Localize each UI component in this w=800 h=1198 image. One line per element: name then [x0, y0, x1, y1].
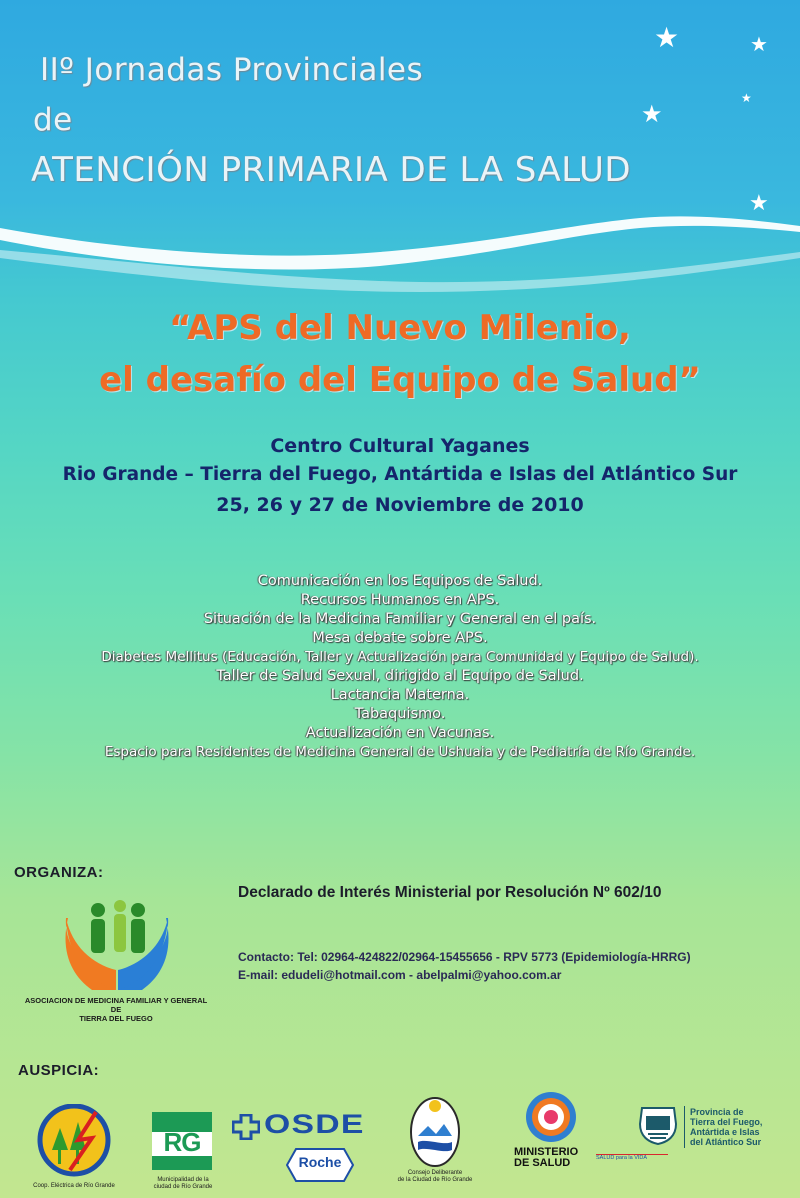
- municipalidad-caption-line1: Municipalidad de la: [157, 1177, 209, 1183]
- coop-electrica-logo: [30, 1104, 118, 1182]
- ministerio-name-line2: DE SALUD: [514, 1157, 571, 1169]
- topic-item: Situación de la Medicina Familiar y General en el país.: [203, 611, 597, 627]
- star-icon: ★: [654, 21, 680, 54]
- rg-logo-text: RG: [163, 1127, 201, 1157]
- topic-item: Recursos Humanos en APS.: [300, 592, 500, 608]
- topic-item: Taller de Salud Sexual, dirigido al Equipo de Salud.: [216, 668, 584, 684]
- slogan-line1: “APS del Nuevo Milenio,: [169, 308, 631, 348]
- event-dates: 25, 26 y 27 de Noviembre de 2010: [216, 494, 584, 516]
- star-icon: ★: [641, 100, 663, 128]
- star-icon: ★: [741, 91, 752, 105]
- asociacion-logo: [62, 898, 172, 992]
- province-name-line3: Antártida e Islas: [690, 1127, 760, 1137]
- concejo-caption: [370, 1170, 500, 1184]
- ministerio-tagline: SALUD para la VIDA: [596, 1154, 668, 1161]
- star-icon: ★: [750, 32, 768, 56]
- province-divider: [684, 1106, 685, 1148]
- auspicia-label: AUSPICIA:: [18, 1062, 100, 1079]
- header-title-line2: de: [33, 102, 73, 138]
- municipalidad-caption-line2: ciudad de Río Grande: [153, 1184, 213, 1190]
- province-name-line4: del Atlántico Sur: [690, 1137, 762, 1147]
- province-name-line1: Provincia de: [690, 1107, 744, 1117]
- ministerio-name: [514, 1147, 578, 1169]
- osde-icon: [232, 1114, 260, 1140]
- roche-logo-text: Roche: [298, 1154, 342, 1170]
- coop-caption: Coop. Eléctrica de Río Grande: [33, 1183, 115, 1189]
- organiza-label: ORGANIZA:: [14, 864, 104, 881]
- slogan-line2: el desafío del Equipo de Salud”: [99, 360, 701, 400]
- ministerio-name-line1: MINISTERIO: [514, 1146, 579, 1158]
- asociacion-name-line3: TIERRA DEL FUEGO: [79, 1014, 153, 1023]
- topics-list: [0, 572, 800, 762]
- province-emblem: [636, 1104, 680, 1146]
- header-title-line3: ATENCIÓN PRIMARIA DE LA SALUD: [31, 150, 632, 190]
- topic-item: Diabetes Mellitus (Educación, Taller y Actualización para Comunidad y Equipo de Salud).: [101, 649, 699, 665]
- contact-email: E-mail: edudeli@hotmail.com - abelpalmi@yahoo.com.ar: [238, 968, 562, 982]
- osde-logo-text: OSDE: [264, 1109, 365, 1139]
- asociacion-name-line1: ASOCIACION DE MEDICINA FAMILIAR Y GENERAL: [24, 996, 208, 1005]
- asociacion-name: [6, 996, 226, 1023]
- topic-item: Tabaquismo.: [354, 706, 446, 722]
- declaration-text: Declarado de Interés Ministerial por Resolución Nº 602/10: [238, 884, 662, 901]
- contact-phone: Contacto: Tel: 02964-424822/02964-15455656 - RPV 5773 (Epidemiología-HRRG): [238, 950, 691, 964]
- event-venue: Centro Cultural Yaganes: [270, 435, 530, 457]
- topic-item: Comunicación en los Equipos de Salud.: [257, 573, 543, 589]
- topic-item: Mesa debate sobre APS.: [312, 630, 488, 646]
- asociacion-name-line2: DE: [110, 1005, 122, 1014]
- header-title-line1: IIº Jornadas Provinciales: [40, 52, 424, 88]
- province-name: [690, 1107, 762, 1147]
- concejo-caption-line2: de la Ciudad de Río Grande: [397, 1177, 473, 1183]
- event-location: Rio Grande – Tierra del Fuego, Antártida e Islas del Atlántico Sur: [62, 464, 738, 485]
- topic-item: Actualización en Vacunas.: [305, 725, 495, 741]
- topic-item: Espacio para Residentes de Medicina General de Ushuaia y de Pediatría de Río Grande.: [104, 744, 696, 760]
- municipalidad-caption: [140, 1177, 226, 1191]
- rg-logo: [152, 1112, 212, 1170]
- star-icon: ★: [749, 191, 769, 216]
- concejo-caption-line1: Consejo Deliberante: [407, 1170, 463, 1176]
- concejo-seal: [408, 1092, 462, 1168]
- ministerio-logo: [524, 1090, 578, 1144]
- topic-item: Lactancia Materna.: [330, 687, 470, 703]
- province-name-line2: Tierra del Fuego,: [690, 1117, 763, 1127]
